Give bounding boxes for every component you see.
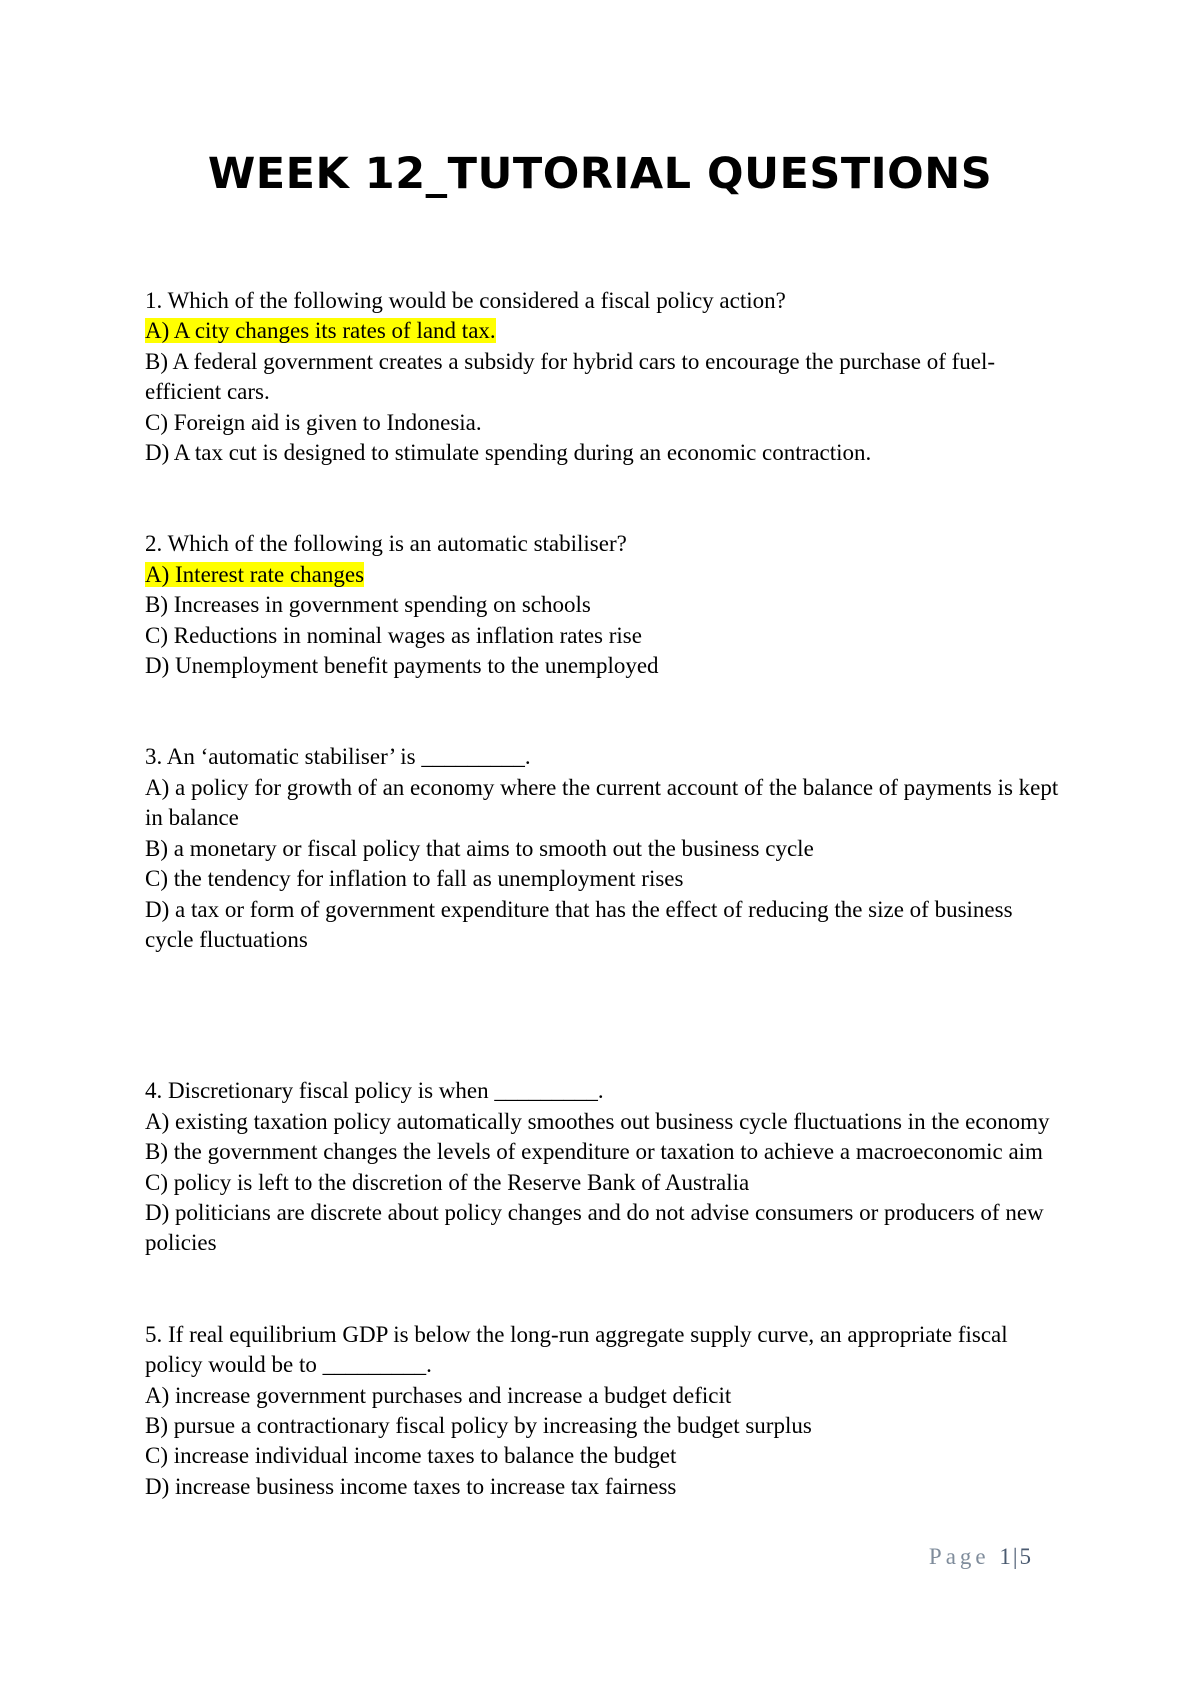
question-stem: 5. If real equilibrium GDP is below the long-run aggregate supply curve, an appropriate fiscal policy would be to _________. <box>145 1321 1014 1378</box>
answer-option-d: D) politicians are discrete about policy changes and do not advise consumers or producers of new policies <box>145 1199 1050 1256</box>
question-stem: 1. Which of the following would be considered a fiscal policy action? <box>145 288 786 313</box>
highlighted-answer: A) A city changes its rates of land tax. <box>145 318 496 344</box>
answer-option-a: A) increase government purchases and increase a budget deficit <box>145 1382 732 1408</box>
page-total: 5 <box>1019 1544 1033 1569</box>
answer-option-c: C) policy is left to the discretion of the Reserve Bank of Australia <box>145 1169 750 1195</box>
answer-option-a <box>145 560 1065 590</box>
question-4 <box>145 1076 1065 1258</box>
answer-option-d: D) a tax or form of government expenditure that has the effect of reducing the size of business cycle fluctuations <box>145 896 1019 952</box>
question-list <box>145 286 1065 1502</box>
highlighted-answer: A) Interest rate changes <box>145 561 365 587</box>
answer-option-a <box>145 316 1065 346</box>
answer-option-a: A) existing taxation policy automatically smoothes out business cycle fluctuations in the economy <box>145 1108 1050 1134</box>
question-3 <box>145 742 1065 955</box>
answer-option-b: B) Increases in government spending on schools <box>145 592 591 618</box>
answer-option-c: C) the tendency for inflation to fall as unemployment rises <box>145 866 684 892</box>
question-stem: 3. An ‘automatic stabiliser’ is _________. <box>145 744 531 770</box>
question-stem: 4. Discretionary fiscal policy is when _________. <box>145 1078 604 1104</box>
answer-option-d: D) A tax cut is designed to stimulate spending during an economic contraction. <box>145 440 872 466</box>
question-2 <box>145 529 1065 681</box>
answer-option-c: C) increase individual income taxes to balance the budget <box>145 1443 677 1469</box>
answer-option-c: C) Reductions in nominal wages as inflation rates rise <box>145 622 642 648</box>
page-label: Page <box>928 1544 990 1569</box>
answer-option-d: D) increase business income taxes to increase tax fairness <box>145 1473 677 1499</box>
answer-option-b: B) pursue a contractionary fiscal policy by increasing the budget surplus <box>145 1412 812 1438</box>
question-5 <box>145 1320 1065 1502</box>
answer-option-a: A) a policy for growth of an economy where the current account of the balance of payments is kept in balance <box>145 774 1065 831</box>
page-separator: | <box>1012 1544 1020 1569</box>
page-title: WEEK 12_TUTORIAL QUESTIONS <box>207 149 993 199</box>
answer-option-b: B) a monetary or fiscal policy that aims to smooth out the business cycle <box>145 835 814 861</box>
question-stem: 2. Which of the following is an automatic stabiliser? <box>145 531 627 557</box>
answer-option-b: B) A federal government creates a subsidy for hybrid cars to encourage the purchase of fuel-efficient cars. <box>145 348 996 405</box>
answer-option-d: D) Unemployment benefit payments to the unemployed <box>145 653 659 679</box>
answer-option-c: C) Foreign aid is given to Indonesia. <box>145 409 482 435</box>
question-1 <box>145 286 1065 468</box>
answer-option-b: B) the government changes the levels of expenditure or taxation to achieve a macroeconomic aim <box>145 1139 1043 1165</box>
page-number-footer <box>929 1544 1033 1570</box>
page-current: 1 <box>999 1544 1013 1569</box>
